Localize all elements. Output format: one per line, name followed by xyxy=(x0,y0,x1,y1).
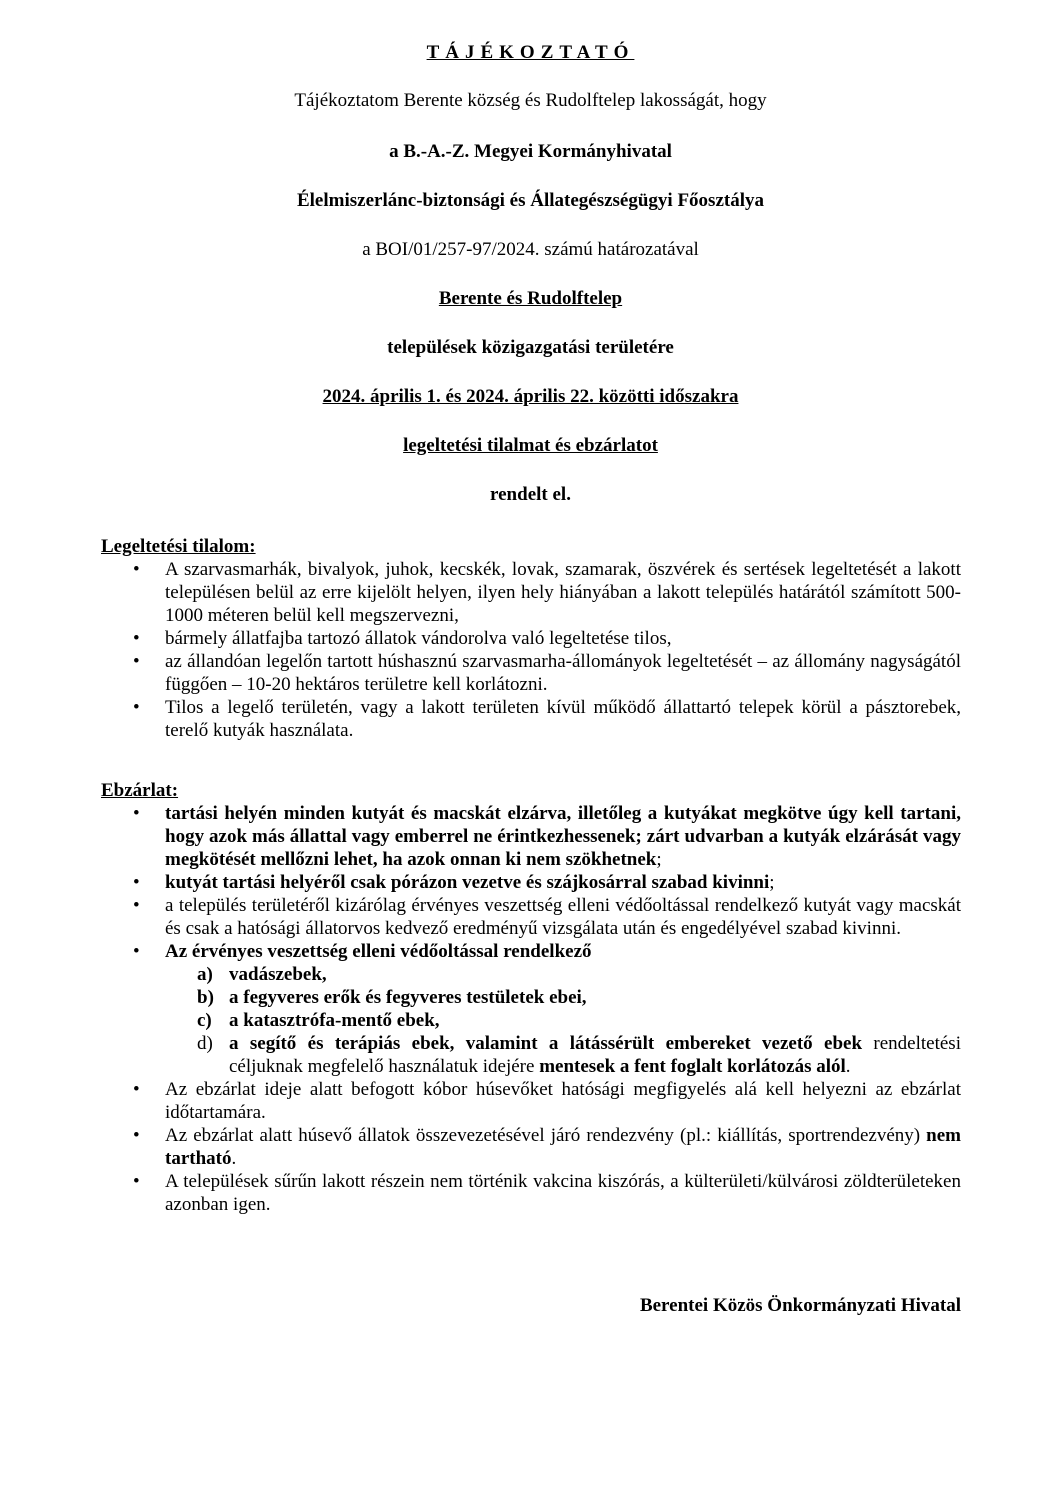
authority-department: Élelmiszerlánc-biztonsági és Állategészségügyi Főosztálya xyxy=(296,190,764,211)
dog-quarantine-heading: Ebzárlat: xyxy=(101,780,179,801)
list-item: • a település területéről kizárólag érvényes veszettség elleni védőoltással rendelkező kutyát vagy macskát és csak a hatósági állatorvos kedvező eredményű vizsgálata után és engedélyével szabad kivinni. xyxy=(101,894,961,940)
list-item: • A települések sűrűn lakott részein nem történik vakcina kiszórás, a külterületi/külvárosi zöldterületeken azonban igen. xyxy=(101,1170,961,1216)
sub-item-label: d) xyxy=(197,1033,213,1054)
sub-list-item xyxy=(165,1032,961,1078)
intro-line: Tájékoztatom Berente község és Rudolftelep lakosságát, hogy xyxy=(294,90,767,111)
list-item: • A szarvasmarhák, bivalyok, juhok, kecskék, lovak, szamarak, öszvérek és sertések legeltetését a lakott településen belül az erre kijelölt helyen, ilyen hely hiányában a lakott település határától számított 500-1000 méteren belül kell megszervezni, xyxy=(101,558,961,627)
item-bold-text: tartási helyén minden kutyát és macskát elzárva, illetőleg a kutyákat megkötve úgy kell tartani, hogy azok más állattal vagy emberrel ne érintkezhessenek; zárt udvarban a kutyák elzárását vagy megkötését mellőzni lehet, ha azok onnan ki nem szökhetnek xyxy=(165,803,961,870)
authority-name: a B.-A.-Z. Megyei Kormányhivatal xyxy=(389,141,672,162)
grazing-ban-heading: Legeltetési tilalom: xyxy=(101,536,256,557)
sub-list-item xyxy=(165,1009,961,1032)
list-item: • bármely állatfajba tartozó állatok vándorolva való legeltetése tilos, xyxy=(101,627,961,650)
item-text: . xyxy=(231,1148,237,1169)
document-title: TÁJÉKOZTATÓ xyxy=(426,42,635,63)
area: települések közigazgatási területére xyxy=(387,337,674,358)
list-item xyxy=(101,1124,961,1170)
ordered: rendelt el. xyxy=(490,484,571,505)
item-bold-text: nem tartható xyxy=(165,1125,961,1169)
sub-item-label: b) xyxy=(197,987,214,1008)
sub-item-text: a fegyveres erők és fegyveres testületek ebei, xyxy=(229,987,587,1008)
decision-reference: a BOI/01/257-97/2024. számú határozatával xyxy=(362,239,699,260)
sub-list-item xyxy=(165,986,961,1009)
sub-item-label: c) xyxy=(197,1010,212,1031)
sub-item-bold-text: mentesek a fent foglalt korlátozás alól xyxy=(539,1056,846,1077)
sub-item-text: vadászebek, xyxy=(229,964,327,985)
item-bold-text: kutyát tartási helyéről csak pórázon vezetve és szájkosárral szabad kivinni xyxy=(165,872,770,893)
signature: Berentei Közös Önkormányzati Hivatal xyxy=(639,1295,961,1316)
sub-item-label: a) xyxy=(197,964,213,985)
exemption-list xyxy=(165,963,961,1078)
list-item xyxy=(101,802,961,871)
sub-list-item xyxy=(165,963,961,986)
list-item xyxy=(101,940,961,1078)
list-item xyxy=(101,871,961,894)
grazing-ban-list xyxy=(101,558,961,742)
item-bold-text: Az érvényes veszettség elleni védőoltással rendelkező xyxy=(165,941,592,962)
sub-item-bold-text: a segítő és terápiás ebek, valamint a látássérült embereket vezető ebek xyxy=(229,1033,863,1054)
item-text: ; xyxy=(656,849,662,870)
period: 2024. április 1. és 2024. április 22. közötti időszakra xyxy=(322,386,739,407)
item-text: ; xyxy=(769,872,775,893)
list-item: • az állandóan legelőn tartott húshasznú szarvasmarha-állományok legeltetését – az állomány nagyságától függően – 10-20 hektáros területre kell korlátozni. xyxy=(101,650,961,696)
places: Berente és Rudolftelep xyxy=(438,288,623,309)
list-item: • Tilos a legelő területén, vagy a lakott területen kívül működő állattartó telepek körül a pásztorebek, terelő kutyák használata. xyxy=(101,696,961,742)
subject: legeltetési tilalmat és ebzárlatot xyxy=(403,435,658,456)
sub-item-text: . xyxy=(845,1056,851,1077)
item-text: Az ebzárlat alatt húsevő állatok összevezetésével járó rendezvény (pl.: kiállítás, sportrendezvény) xyxy=(165,1125,927,1146)
dog-quarantine-list xyxy=(101,802,961,1216)
sub-item-text: a katasztrófa-mentő ebek, xyxy=(229,1010,440,1031)
sub-item-text: rendeltetési céljuknak megfelelő használatuk idejére xyxy=(229,1033,961,1077)
list-item: • Az ebzárlat ideje alatt befogott kóbor húsevőket hatósági megfigyelés alá kell helyezni az ebzárlat időtartamára. xyxy=(101,1078,961,1124)
